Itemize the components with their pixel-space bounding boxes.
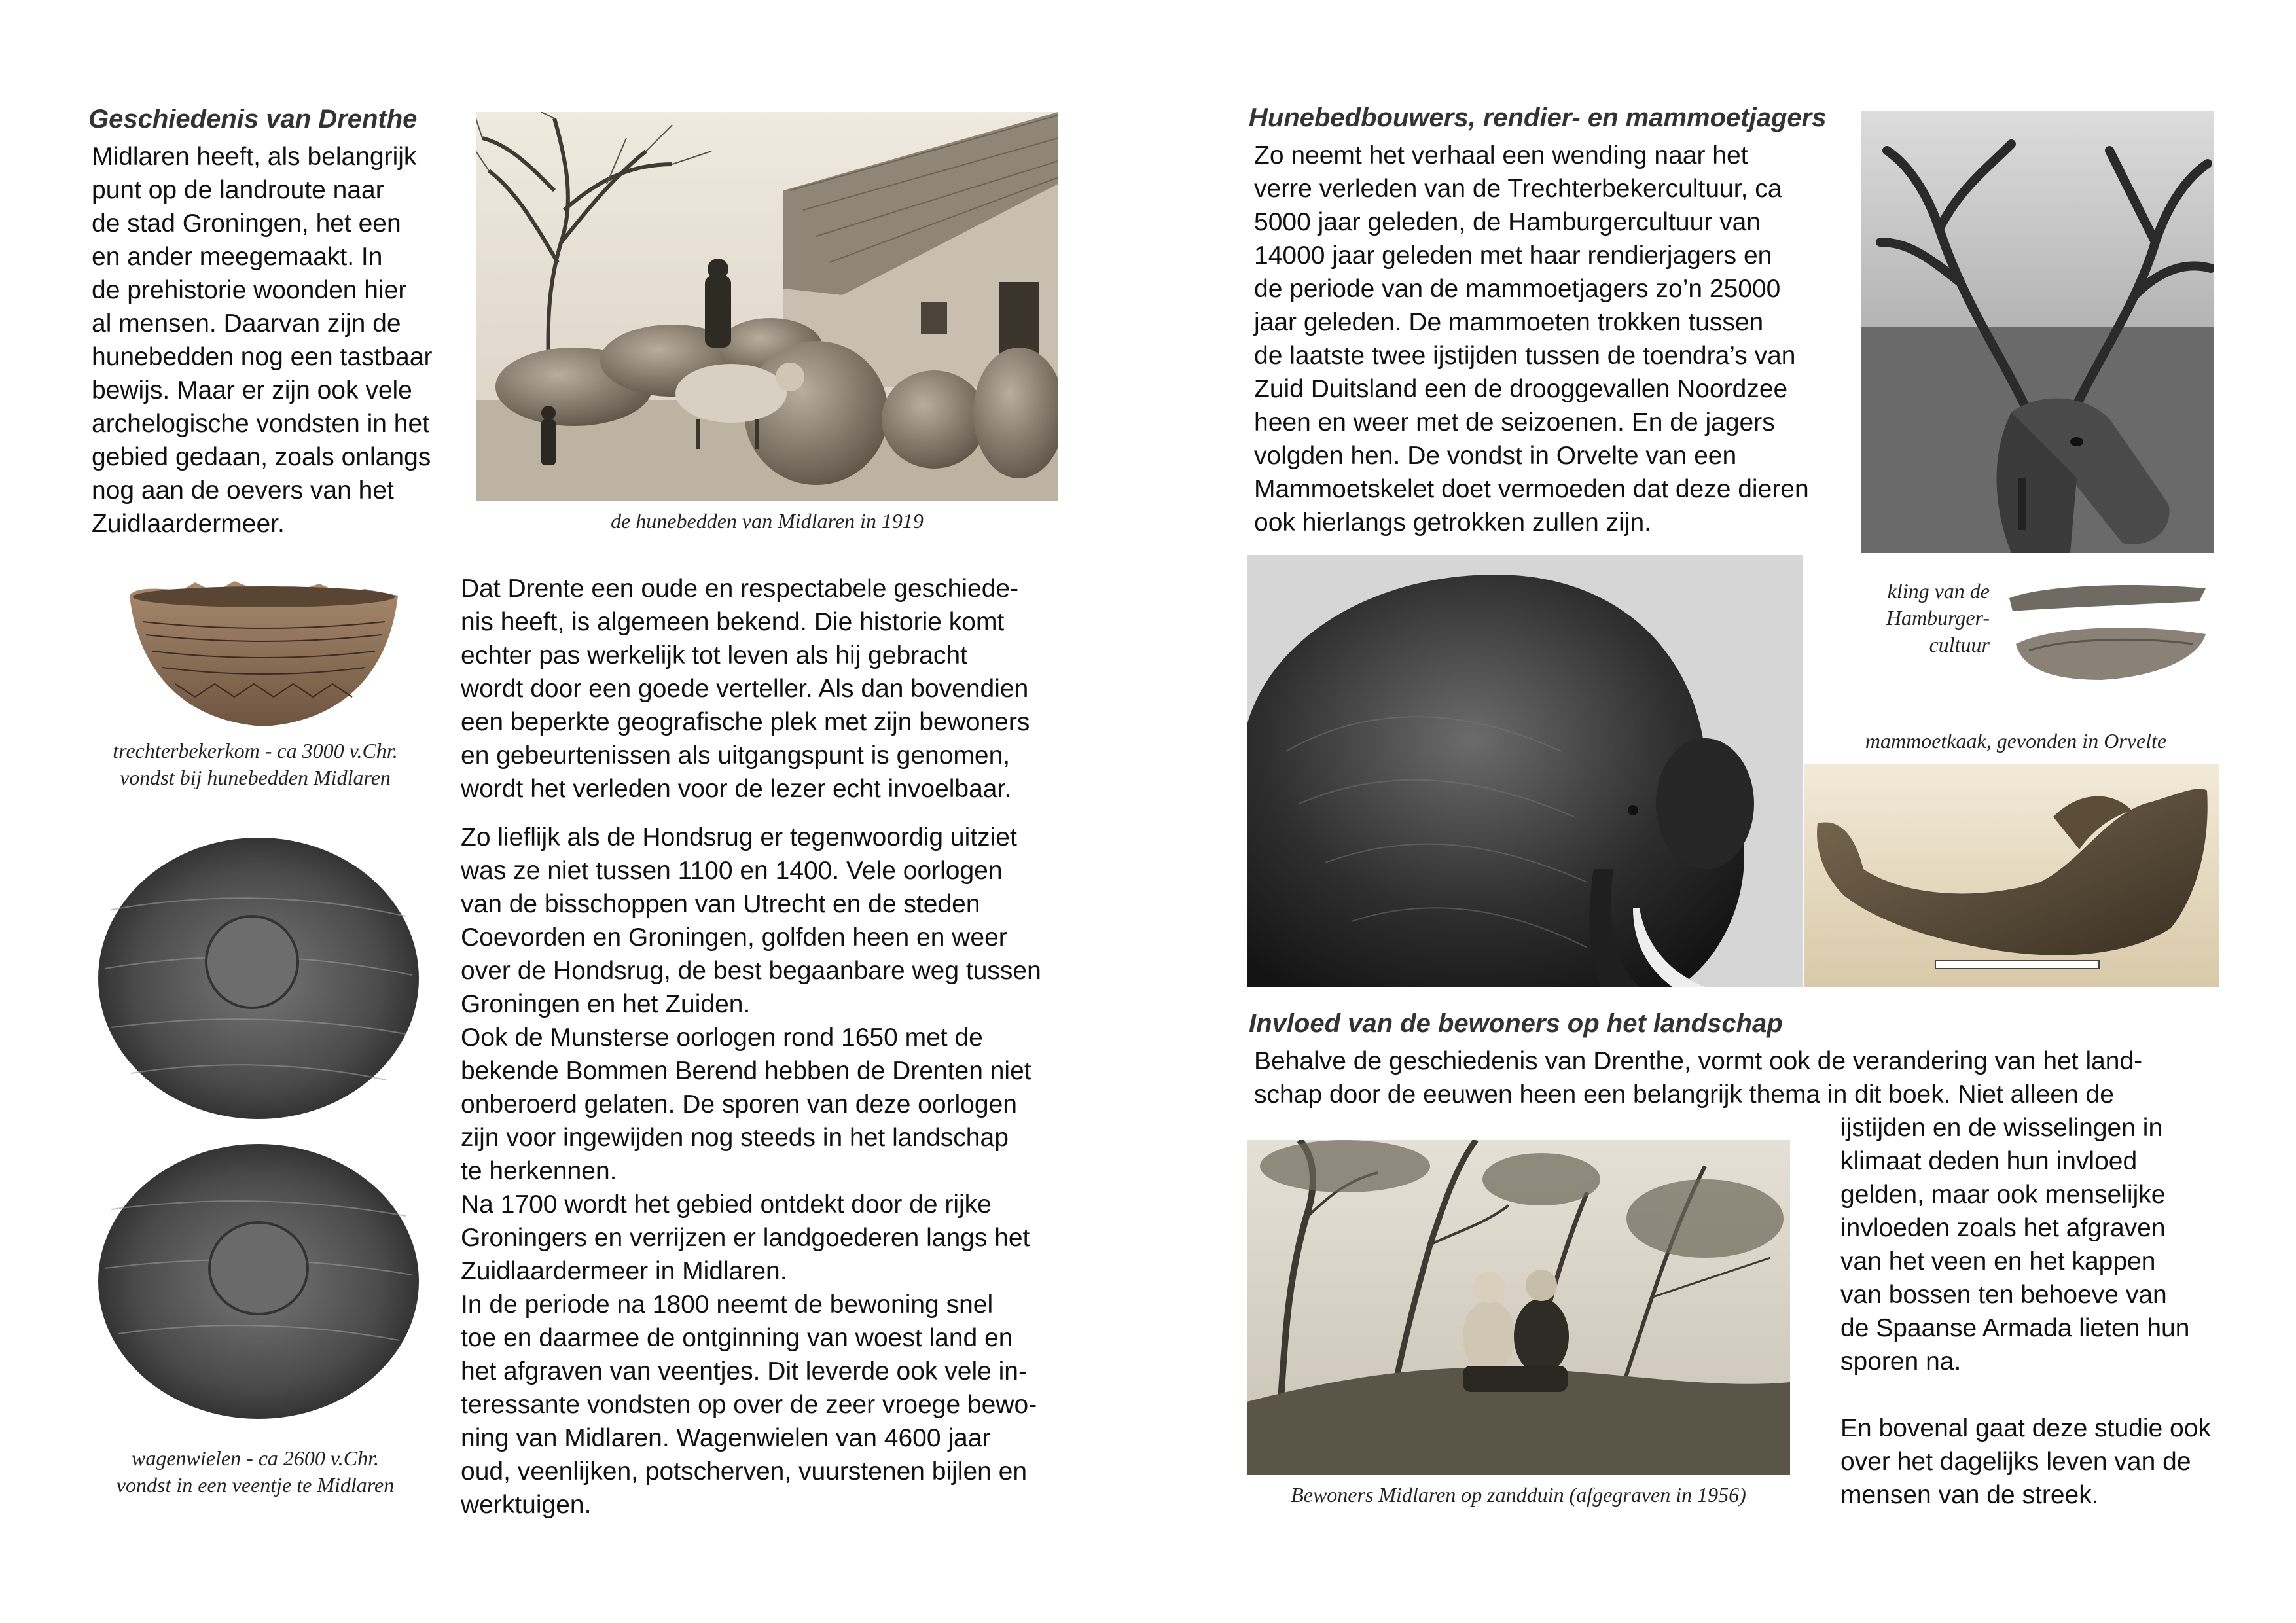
text-line: wordt het verleden voor de lezer echt invoelbaar. <box>461 775 1012 803</box>
text-line: en ander meegemaakt. In <box>92 243 383 271</box>
text-line: was ze niet tussen 1100 en 1400. Vele oorlogen <box>461 857 1003 885</box>
text-line: gelden, maar ook menselijke <box>1840 1181 2166 1209</box>
text-line: klimaat deden hun invloed <box>1840 1147 2138 1175</box>
text-line: al mensen. Daarvan zijn de <box>92 310 401 338</box>
text-line: de stad Groningen, het een <box>92 209 401 238</box>
text-line: sporen na. <box>1840 1347 1962 1376</box>
paragraph-history <box>461 572 1030 806</box>
text-line: hunebedden nog een tastbaar <box>92 343 433 371</box>
text-line: bewijs. Maar er zijn ook vele <box>92 376 412 404</box>
text-line: echter pas werkelijk tot leven als hij gebracht <box>461 641 967 669</box>
text-line: invloeden zoals het afgraven <box>1840 1214 2166 1242</box>
section-title-invloed: Invloed van de bewoners op het landschap <box>1249 1009 1783 1038</box>
text-line: van bossen ten behoeve van <box>1840 1281 2167 1309</box>
section-title-hunebedbouwers: Hunebedbouwers, rendier- en mammoetjagers <box>1249 103 1827 132</box>
hunebed-photo-caption: de hunebedden van Midlaren in 1919 <box>611 509 924 533</box>
text-line: te herkennen. <box>461 1157 617 1185</box>
mammoth-jaw-image <box>1804 764 2219 987</box>
text-line: Coevorden en Groningen, golfden heen en weer <box>461 923 1007 952</box>
text-line: ijstijden en de wisselingen in <box>1840 1114 2163 1142</box>
text-line: het afgraven van veentjes. Dit leverde ook vele in- <box>461 1357 1027 1385</box>
text-line: Zo lieflijk als de Hondsrug er tegenwoordig uitziet <box>461 823 1017 851</box>
invloed-text-full-width <box>1254 1044 2142 1111</box>
text-line: Dat Drente een oude en respectabele geschiede- <box>461 575 1019 603</box>
paragraph-gap <box>1840 1378 2211 1412</box>
text-line: archelogische vondsten in het <box>92 410 430 438</box>
caption-line: Hamburger- <box>1886 606 1990 630</box>
mammoth-jaw-caption: mammoetkaak, gevonden in Orvelte <box>1865 729 2167 753</box>
text-line: Zuidlaardermeer in Midlaren. <box>461 1257 787 1285</box>
wheels-caption <box>65 1445 445 1499</box>
text-line: Zuid Duitsland een de drooggevallen Noordzee <box>1254 375 1788 403</box>
text-line: van het veen en het kappen <box>1840 1247 2156 1275</box>
text-line: jaar geleden. De mammoeten trokken tussen <box>1254 308 1764 336</box>
text-line: bekende Bommen Berend hebben de Drenten niet <box>461 1057 1031 1085</box>
text-line: mensen van de streek. <box>1840 1481 2099 1509</box>
reindeer-photo <box>1861 111 2214 553</box>
text-line: punt op de landroute naar <box>92 176 384 204</box>
text-line: onberoerd gelaten. De sporen van deze oorlogen <box>461 1090 1017 1118</box>
text-line: 5000 jaar geleden, de Hamburgercultuur van <box>1254 208 1761 236</box>
text-line: van de bisschoppen van Utrecht en de steden <box>461 890 980 918</box>
caption-line: cultuur <box>1929 633 1990 656</box>
section-title-geschiedenis: Geschiedenis van Drenthe <box>88 105 418 134</box>
text-line: teressante vondsten op over de zeer vroege bewo- <box>461 1391 1037 1419</box>
text-line: verre verleden van de Trechterbekercultuur, ca <box>1254 175 1782 203</box>
text-line: toe en daarmee de ontginning van woest land en <box>461 1324 1013 1352</box>
text-line: 14000 jaar geleden met haar rendierjagers en <box>1254 241 1772 270</box>
text-line: Groningers en verrijzen er landgoederen langs het <box>461 1224 1030 1252</box>
text-line: ook hierlangs getrokken zullen zijn. <box>1254 508 1652 537</box>
text-line: gebied gedaan, zoals onlangs <box>92 443 431 471</box>
caption-line: wagenwielen - ca 2600 v.Chr. <box>131 1446 379 1470</box>
text-line: Zo neemt het verhaal een wending naar het <box>1254 141 1748 169</box>
text-line: schap door de eeuwen heen een belangrijk thema in dit boek. Niet alleen de <box>1254 1080 2114 1109</box>
mammoth-drawing <box>1247 555 1803 987</box>
funnel-beaker-bowl-image <box>123 569 404 733</box>
intro-text <box>92 140 432 541</box>
text-line: over het dagelijks leven van de <box>1840 1448 2191 1476</box>
residents-photo <box>1247 1140 1790 1475</box>
text-line: volgden hen. De vondst in Orvelte van een <box>1254 442 1737 470</box>
caption-line: vondst bij hunebedden Midlaren <box>120 766 391 789</box>
text-line: de periode van de mammoetjagers zo’n 25000 <box>1254 275 1781 303</box>
text-line: de laatste twee ijstijden tussen de toendra’s van <box>1254 342 1796 370</box>
text-line: zijn voor ingewijden nog steeds in het landschap <box>461 1124 1009 1152</box>
text-line: nog aan de oevers van het <box>92 476 394 505</box>
text-line: Mammoetskelet doet vermoeden dat deze dieren <box>1254 475 1809 503</box>
text-line: Midlaren heeft, als belangrijk <box>92 143 417 171</box>
text-line: en gebeurtenissen als uitgangspunt is genomen, <box>461 741 1011 770</box>
wagon-wheel-image-top <box>92 831 425 1126</box>
text-line: heen en weer met de seizoenen. En de jagers <box>1254 408 1775 437</box>
text-line: Zuidlaardermeer. <box>92 510 285 538</box>
text-line: de Spaanse Armada lieten hun <box>1840 1314 2190 1342</box>
text-line: werktuigen. <box>461 1491 592 1519</box>
flint-blade-image <box>2003 572 2212 690</box>
text-line: de prehistorie woonden hier <box>92 276 407 304</box>
text-line: wordt door een goede verteller. Als dan bovendien <box>461 675 1029 703</box>
hunebed-photo <box>476 112 1058 501</box>
hunebedbouwers-text <box>1254 139 1809 539</box>
text-line: nis heeft, is algemeen bekend. Die historie komt <box>461 608 1005 636</box>
blade-caption <box>1833 578 1990 658</box>
text-line: Ook de Munsterse oorlogen rond 1650 met de <box>461 1024 983 1052</box>
text-line: oud, veenlijken, potscherven, vuurstenen bijlen en <box>461 1457 1028 1486</box>
text-line: Behalve de geschiedenis van Drenthe, vormt ook de verandering van het land- <box>1254 1047 2143 1075</box>
text-line: En bovenal gaat deze studie ook <box>1840 1414 2211 1442</box>
residents-photo-caption: Bewoners Midlaren op zandduin (afgegraven in 1956) <box>1291 1483 1746 1507</box>
text-line: een beperkte geografische plek met zijn bewoners <box>461 708 1030 736</box>
wagon-wheel-image-bottom <box>92 1137 425 1425</box>
caption-line: kling van de <box>1887 579 1990 603</box>
invloed-text-column <box>1840 1111 2211 1512</box>
text-line: Groningen en het Zuiden. <box>461 990 751 1018</box>
text-line: Na 1700 wordt het gebied ontdekt door de rijke <box>461 1190 992 1219</box>
text-line: over de Hondsrug, de best begaanbare weg tussen <box>461 957 1041 985</box>
text-line: In de periode na 1800 neemt de bewoning snel <box>461 1291 994 1319</box>
caption-line: trechterbekerkom - ca 3000 v.Chr. <box>113 739 398 762</box>
text-line: ning van Midlaren. Wagenwielen van 4600 jaar <box>461 1424 991 1452</box>
paragraph-hondsrug <box>461 821 1041 1522</box>
bowl-caption <box>72 738 439 791</box>
caption-line: vondst in een veentje te Midlaren <box>116 1473 395 1497</box>
